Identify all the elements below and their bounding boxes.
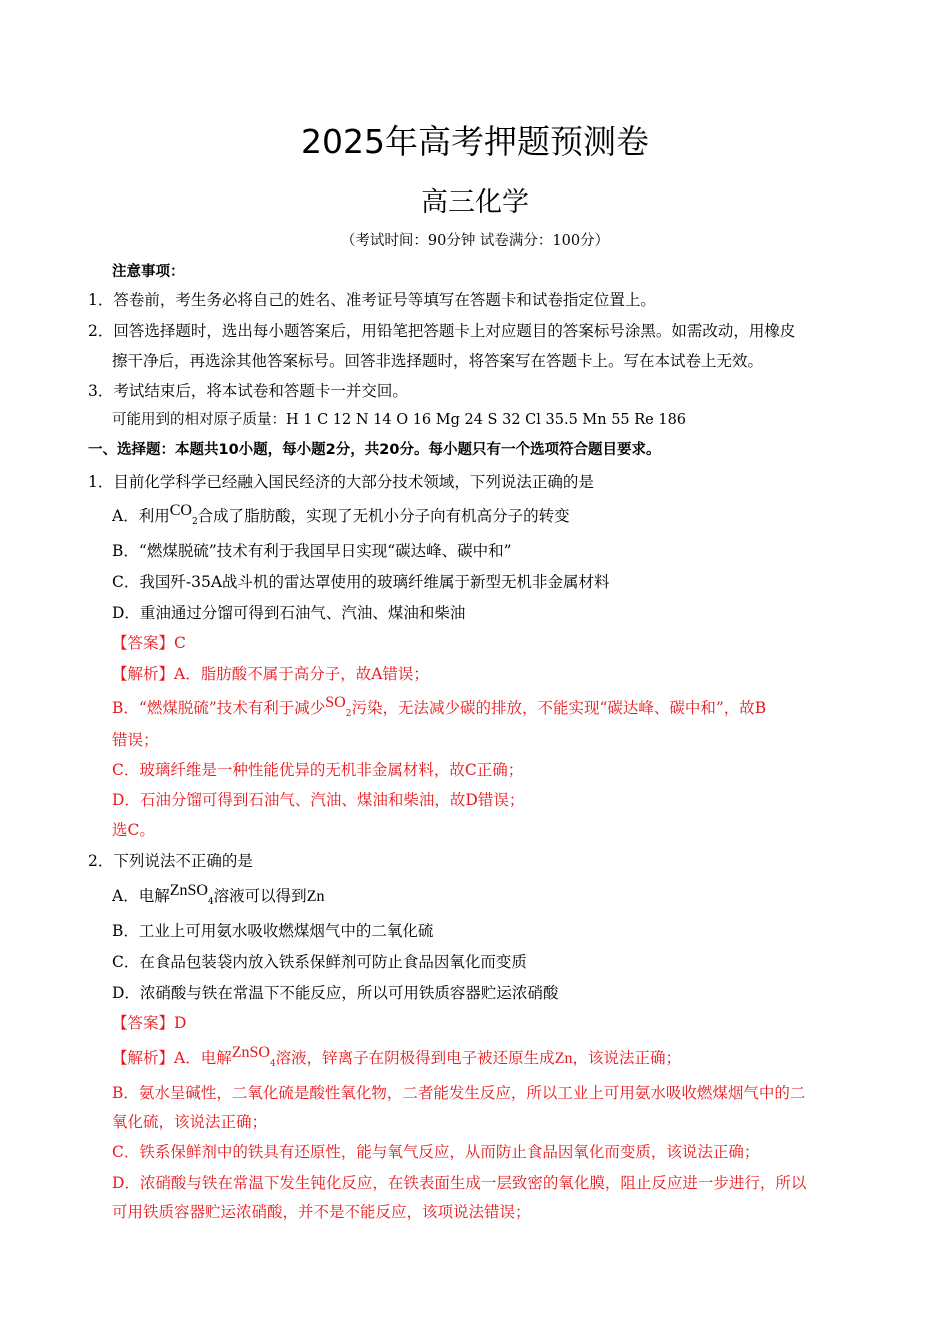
- question-2-explanation-b: B．氨水呈碱性，二氧化硫是酸性氧化物，二者能发生反应，所以工业上可用氨水吸收燃煤烟气中的二: [112, 1084, 806, 1102]
- page-subtitle: 高三化学: [421, 187, 529, 218]
- question-2-explanation-d: D．浓硝酸与铁在常温下发生钝化反应，在铁表面生成一层致密的氧化膜，阻止反应进一步进行，所以: [112, 1174, 807, 1192]
- question-1-option-d: D．重油通过分馏可得到石油气、汽油、煤油和柴油: [112, 604, 466, 622]
- question-1-explanation-c: C．玻璃纤维是一种性能优异的无机非金属材料，故C正确；: [112, 761, 524, 779]
- question-1-answer: 【答案】C: [112, 634, 186, 652]
- question-1-stem: 1．目前化学科学已经融入国民经济的大部分技术领域，下列说法正确的是: [88, 473, 594, 491]
- notice-item-2: 2．回答选择题时，选出每小题答案后，用铅笔把答题卡上对应题目的答案标号涂黑。如需改动，用橡皮: [88, 322, 796, 340]
- notice-item-2-cont: 擦干净后，再选涂其他答案标号。回答非选择题时，将答案写在答题卡上。写在本试卷上无效。: [112, 352, 764, 370]
- notice-item-1: 1．答卷前，考生务必将自己的姓名、准考证号等填写在答题卡和试卷指定位置上。: [88, 291, 656, 309]
- question-2-option-c: C．在食品包装袋内放入铁系保鲜剂可防止食品因氧化而变质: [112, 953, 527, 971]
- question-2-option-a: A．电解ZnSO$_4$溶液可以得到Zn: [112, 882, 325, 907]
- question-1-option-a: A．利用$CO_2$合成了脂肪酸，实现了无机小分子向有机高分子的转变: [112, 502, 570, 527]
- question-2-option-d: D．浓硝酸与铁在常温下不能反应，所以可用铁质容器贮运浓硝酸: [112, 984, 559, 1002]
- exam-meta: （考试时间：90分钟 试卷满分：100分）: [340, 233, 610, 249]
- question-2-explanation-a: 【解析】A．电解ZnSO$_4$溶液，锌离子在阴极得到电子被还原生成Zn，该说法正确；: [112, 1044, 681, 1069]
- question-2-stem: 2．下列说法不正确的是: [88, 852, 253, 870]
- atomic-masses: 可能用到的相对原子质量：H 1 C 12 N 14 O 16 Mg 24 S 32 Cl 35.5 Mn 55 Re 186: [112, 412, 687, 428]
- question-1-explanation-b: B．“燃煤脱硫”技术有利于减少$SO_2$污染，无法减少碳的排放，不能实现“碳达峰、碳中和”，故B: [112, 694, 767, 719]
- notice-heading: 注意事项：: [112, 264, 185, 280]
- question-1-option-b: B．“燃煤脱硫”技术有利于我国早日实现“碳达峰、碳中和”: [112, 542, 512, 560]
- question-1-explanation-a: 【解析】A．脂肪酸不属于高分子，故A错误；: [112, 665, 429, 683]
- question-2-explanation-c: C．铁系保鲜剂中的铁具有还原性，能与氧气反应，从而防止食品因氧化而变质，该说法正确；: [112, 1143, 760, 1161]
- question-2-explanation-b-cont: 氧化硫，该说法正确；: [112, 1113, 268, 1131]
- question-1-explanation-d: D．石油分馏可得到石油气、汽油、煤油和柴油，故D错误；: [112, 791, 525, 809]
- section-heading: 一、选择题：本题共10小题，每小题2分，共20分。每小题只有一个选项符合题目要求。: [88, 442, 661, 458]
- page-title: 2025年高考押题预测卷: [301, 122, 649, 161]
- question-1-option-c: C．我国歼-35A战斗机的雷达罩使用的玻璃纤维属于新型无机非金属材料: [112, 573, 610, 591]
- question-1-explanation-b-cont: 错误；: [112, 731, 159, 749]
- question-1-conclusion: 选C。: [112, 821, 155, 839]
- question-2-explanation-d-cont: 可用铁质容器贮运浓硝酸，并不是不能反应，该项说法错误；: [112, 1203, 531, 1221]
- question-2-option-b: B．工业上可用氨水吸收燃煤烟气中的二氧化硫: [112, 922, 434, 940]
- question-2-answer: 【答案】D: [112, 1014, 187, 1032]
- notice-item-3: 3．考试结束后，将本试卷和答题卡一并交回。: [88, 382, 408, 400]
